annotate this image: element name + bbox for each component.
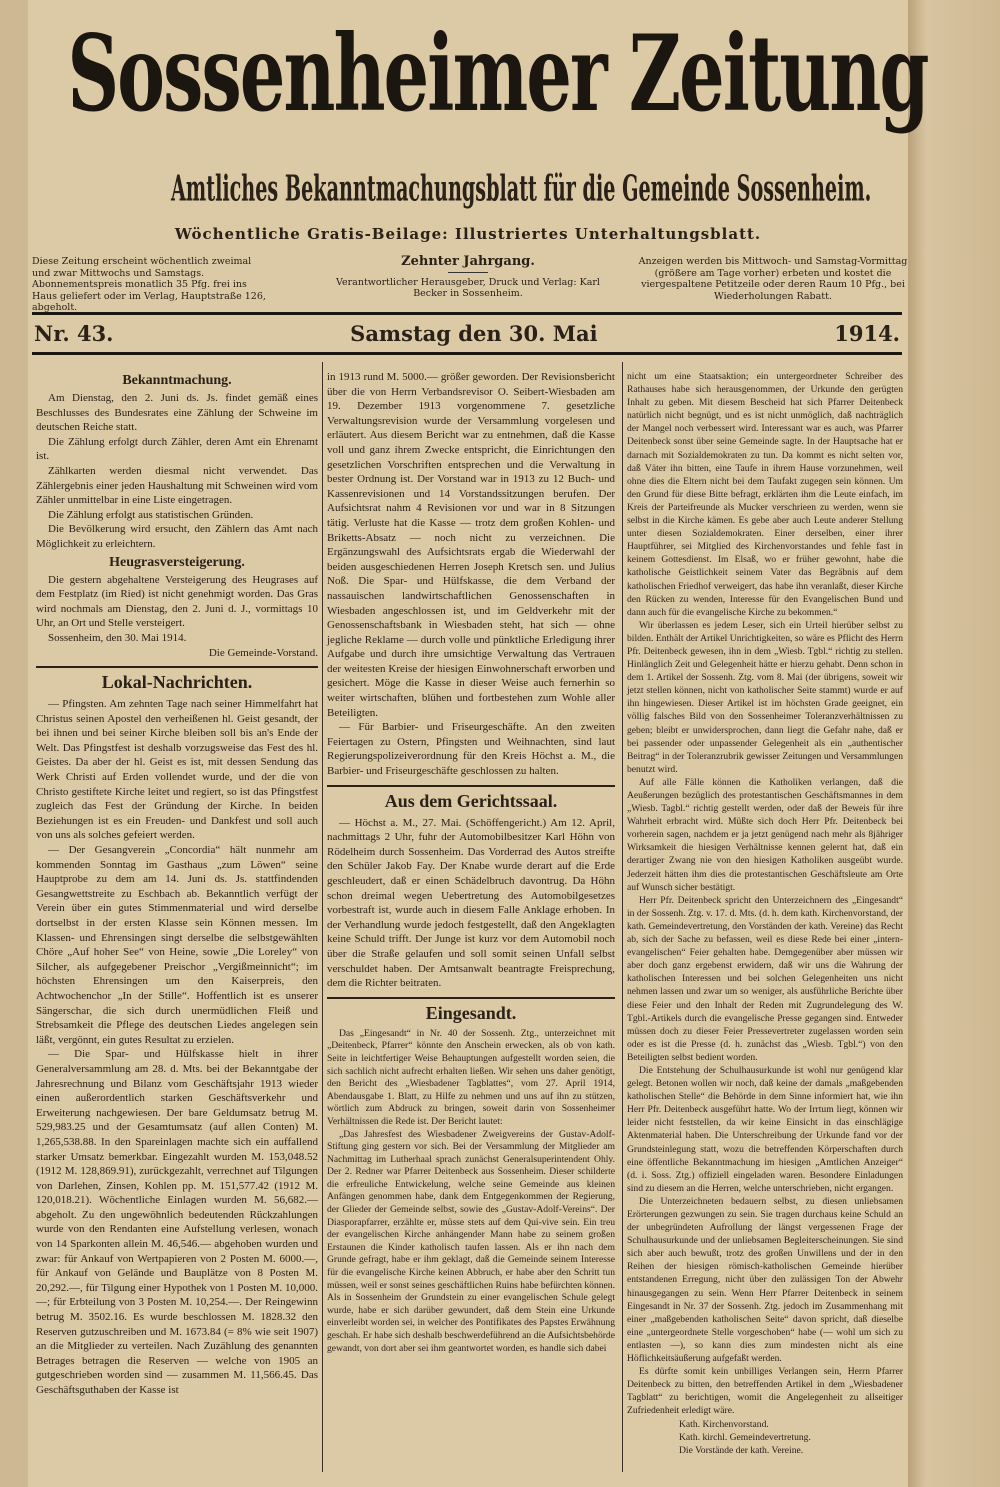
signature: Kath. Kirchenvorstand. xyxy=(679,1418,769,1430)
heading-bekanntmachung: Bekanntmachung. xyxy=(122,373,232,388)
paragraph: Sossenheim, den 30. Mai 1914. xyxy=(48,631,187,644)
column-divider xyxy=(622,362,623,1472)
paragraph: Es dürfte somit kein unbilliges Verlangen sein, Herrn Pfarrer Deitenbeck zu bitten, den betreffenden Artikel in dem „Wiesbadener Tagblatt“ zu berichtigen, womit die Angelegenheit zu allseitiger Zufriedenheit erledigt wäre. xyxy=(627,1366,903,1417)
paragraph: Die Unterzeichneten bedauern selbst, zu diesen unliebsamen Erörterungen gezwungen zu sein. Sie tragen durchaus keine Schuld an der unbegründeten Aufrollung der längst vergessenen Frage der Schulhausurkunde und der unliebsamen Begleiterscheinungen. Sie sind sich aber auch bewußt, trotz des großen Unwillens und der in den Reihen der hiesigen römisch-katholischen Gemeinde hierüber entstandenen Erregung, nicht über den zulässigen Ton der Abwehr hinausgegangen zu sein. Wenn Herr Pfarrer Deitenbeck in seinem Eingesandt in Nr. 37 der Sossenh. Ztg. jedoch im Zusammenhang mit einer „maßgebenden katholischen Seite“ davon spricht, daß dieselbe eine „untergeordnete Stelle vorgeschoben“ habe (— wohl um sich zu entlasten —), so kann dies zum mindesten nicht als eine Höflichkeitsäußerung aufgefaßt werden. xyxy=(627,1195,903,1365)
masthead-subtitle: Amtliches Bekanntmachungsblatt für die Gemeinde Sossenheim. xyxy=(171,169,872,210)
masthead-supplement: Wöchentliche Gratis-Beilage: Illustriertes Unterhaltungsblatt. xyxy=(174,225,762,243)
issue-date: Samstag den 30. Mai xyxy=(350,321,598,346)
paragraph: nicht um eine Staatsaktion; ein untergeordneter Schreiber des Rathauses habe sich herausgenommen, der Urkunde den gerügten Inhalt zu geben. Mit diesem Bescheid hat sich Pfarrer Deitenbeck natürlich nicht begnügt, und es ist nicht unmöglich, daß nachträglich der Mangel noch verbessert wird. Interessant war es auch, was Pfarrer Deitenbeck sonst über seine Gemeinde sagte. In der Hauptsache hat er darnach mit Sozialdemokraten zu tun. Da kommt es nicht selten vor, daß Väter ihn bitten, eine Taufe in ihrem Hause vorzunehmen, weil ohne dies die Eltern nicht bei dem Taufakt zugegen sein können. Um den Grund für diese Bitte befragt, erklärten ihm die Leute einfach, im Kreis der Parteifreunde als Mucker verschrieen zu werden, wenn sie selbst in die Kirche kämen. Es gebe aber auch Leute anderer Stellung unter diesen Sozialdemokraten. Einer derselben, einer ihrer Hauptführer, sei Mitglied des Kirchenvorstandes und fehle fast in keinem Gottesdienst. Im Elsaß, wo er früher gewohnt, habe die katholische Geistlichkeit seinem Vater das Begräbnis auf dem katholischen Friedhof verweigert, das habe ihn veranlaßt, dieser Kirche den Rücken zu wenden, Interesse für den Evangelischen Bund und dann auch für die evangelische Kirche zu bekommen.“ xyxy=(627,371,903,618)
adjacent-page-edge-left xyxy=(0,0,29,1487)
paragraph: Herr Pfr. Deitenbeck spricht den Unterzeichnern des „Eingesandt“ in der Sossenh. Ztg. v. 17. d. Mts. (d. h. dem kath. Kirchenvorstand, der kath. Gemeindevertretung, den Vorständen der kath. Vereine) das Recht ab, sich der Sache zu befassen, weil es diese Rede bei einer „intern-evangelischen“ Feier gehalten habe. Demgegenüber aber müssen wir aber doch ganz ergebenst erwidern, daß wir uns die Wahrung der katholischen Interessen und bei solchen Gelegenheiten uns nicht nehmen lassen und zwar um so weniger, als ausführliche Berichte über diese Feier und den Inhalt der Reden mit Zugrundelegung des W. Tgbl.-Artikels durch die evangelische Presse gegangen sind. Entweder müssen doch zu dieser Feier Pressevertreter zugelassen worden sein oder es ist die Presse (d. h. zunächst das „Wiesb. Tgbl.“) von den Beteiligten selbst bedient worden. xyxy=(627,894,903,1063)
rule-top xyxy=(32,312,902,315)
publisher-info xyxy=(328,256,608,300)
paragraph: — Der Gesangverein „Concordia“ hält nunmehr am kommenden Sonntag im Gasthaus „zum Löwen“ seine Hauptprobe zu dem am 14. Juni ds. Js. stattfindenden Gesangwettstreite zu Eschbach ab. Bekanntlich verfügt der Verein über ein gutes Stimmenmaterial und wird derselbe dortselbst in der ersten Klasse sein Können messen. Im Klassen- und Ehrensingen singt derselbe die selbstgewählten Chöre „Auf hoher See“ von Heine, sowie „Die Loreley“ von Silcher, als aufgegebener Preischor „Vergißmeinnicht“; im höchsten Ehrensingen um den Kaiserpreis, den Achtwochenchor „In der Stille“. Hoffentlich ist es unserer Sängerschar, die sich durch unermüdlichen Fleiß und Strebsamkeit die Pflege des deutschen Liedes angelegen sein läßt, vergönnt, ein gutes Resultat zu erzielen. xyxy=(36,844,318,1046)
masthead-title: Sossenheimer Zeitung xyxy=(67,12,928,136)
column-3 xyxy=(627,370,903,1457)
paragraph: „Das Jahresfest des Wiesbadener Zweigvereins der Gustav-Adolf-Stiftung ging gestern vor sich. Bei der Versammlung der Mitglieder am Nachmittag im Lutherhaal sprach zunächst Generalsuperintendent Ohly. Der 2. Redner war Pfarrer Deitenbeck aus Sossenheim. Dieser schilderte die erfreuliche Entwickelung, welche seine Gemeinde aus kleinen Anfängen genommen habe, dank dem Entgegenkommen der Regierung, der Glieder der Gemeinde selbst, sowie des „Gustav-Adolf-Vereins“. Der Diasporapfarrer, erzählte er, müsse stets auf dem Qui-vive sein. Ein treu der evangelischen Kirche anhängender Mann habe zu seinem großen Erstaunen die Kinder katholisch taufen lassen. Als er ihn nach dem Grunde gefragt, habe er ihm geklagt, daß die Gemeinde seinem Interesse für die evangelische Kirche keinen Abbruch, er habe aber den Schritt tun müssen, weil er sonst seines geschäftlichen Ruins habe befürchten können. Als in Sossenheim der Grundstein zu einer evangelischen Schule gelegt wurde, habe er sich darüber gewundert, daß dem Stein eine Urkunde einverleibt worden sei, in welcher des Pontifikates des Papstes Erwähnung geschah. Er habe sich deshalb beschwerdeführend an die Aufsichtsbehörde gewandt, von dort aber sei ihm geantwortet worden, es handle sich dabei xyxy=(327,1128,615,1354)
paragraph: Am Dienstag, den 2. Juni ds. Js. findet gemäß eines Beschlusses des Bundesrates eine Zählung der Schweine im deutschen Reiche statt. xyxy=(36,392,318,434)
supplement-wrap xyxy=(28,226,908,244)
issue-year: 1914. xyxy=(834,321,900,346)
heading-heugrasversteigerung: Heugrasversteigerung. xyxy=(109,554,245,570)
heading-lokal-nachrichten: Lokal-Nachrichten. xyxy=(36,666,318,693)
volume-year: Zehnter Jahrgang. xyxy=(401,254,535,269)
signature: Die Gemeinde-Vorstand. xyxy=(208,646,318,659)
column-2 xyxy=(327,370,615,1355)
rule-bottom xyxy=(32,352,902,355)
signature: Kath. kirchl. Gemeindevertretung. xyxy=(679,1431,811,1443)
signature: Die Vorstände der kath. Vereine. xyxy=(679,1444,804,1456)
paragraph: — Höchst a. M., 27. Mai. (Schöffengericht.) Am 12. April, nachmittags 2 Uhr, fuhr der Automobilbesitzer Karl Höhn von Rödelheim durch Sossenheim. Das Vorderrad des Autos streifte den Schüler Jakob Fay. Der Knabe wurde derart auf die Erde geschleudert, daß er einen Schädelbruch davontrug. Da Höhn schon dreimal wegen Uebertretung des Automobilgesetzes vorbestraft ist, wurde auch in diesem Falle Anklage erhoben. In der Verhandlung wurde jedoch festgestellt, daß den Angeklagten keine Schuld trifft. Der Junge ist kurz vor dem Automobil noch über die Straße gelaufen und soll somit seinen Unfall selbst verschuldet haben. Der Amtsanwalt beantragte Freisprechung, dem die Richter beitraten. xyxy=(327,816,615,990)
newspaper-page xyxy=(28,0,928,1487)
subtitle-wrap xyxy=(28,169,908,210)
paragraph: — Pfingsten. Am zehnten Tage nach seiner Himmelfahrt hat Christus seinen Apostel den verheißenen hl. Geist gesandt, der bei ihnen und bei seiner Kirche bleiben soll bis an's Ende der Welt. Das Pfingstfest ist deshalb vorzugsweise das Fest des hl. Geistes. Da aber der hl. Geist es ist, mit dessen Sendung das Werk Christi auf Erden vollendet wurde, und der die von Christo gestiftete Kirche leitet und regiert, so ist das Pfingstfest zugleich das Fest der Gründung der Kirche. In beiden Beziehungen ist es ein Freuden- und Dankfest und soll auch von uns als solches gefeiert werden. xyxy=(36,698,318,842)
column-1 xyxy=(36,370,318,1398)
divider xyxy=(448,272,488,273)
paragraph: Die Zählung erfolgt durch Zähler, deren Amt ein Ehrenamt ist. xyxy=(36,435,318,463)
paragraph: Auf alle Fälle können die Katholiken verlangen, daß die Aeußerungen bezüglich des protestantischen Geschäftsmannes in dem „Wiesb. Tagbl.“ richtig gestellt werden, oder daß der Beweis für ihre Wahrheit erbracht wird. Müßte sich doch Herr Pfr. Deitenbeck bei vorherein sagen, nachdem er ja jetzt genügend nach mehr als 8jähriger Wirksamkeit die hiesigen Verhältnisse kennen gelernt hat, daß ein derartiger Zwang nie von den hiesigen Katholiken ausgeübt wurde. Jederzeit hätten ihm dies die protestantischen Geschäftsleute am Orte auf Wunsch sicher bestätigt. xyxy=(627,776,903,893)
paragraph: — Die Spar- und Hülfskasse hielt in ihrer Generalversammlung am 28. d. Mts. bei der Bekanntgabe der Jahresrechnung und Bilanz vom Geschäftsjahr 1913 wieder einen außerordentlich starken Geschäftsverkehr und Erweiterung nachgewiesen. Der bare Geldumsatz betrug M. 529,983.25 und der Gesamtumsatz (auf allen Conten) M. 1,265,538.88. In den Spareinlagen machte sich ein auffallend starker Umsatz bemerkbar. Eingezahlt wurden M. 153,048.52 (1912 M. 128,869.91), zurückgezahlt, verrechnet auf Tilgungen von Darlehen, Zinsen, Kohlen pp. M. 151,577.42 (1912 M. 120,018.21). Wöchentliche Einlagen wurden M. 56,682.— abgeholt. Zu den ungewöhnlich bedeutenden Rückzahlungen wurde von den Rendanten eine Aufstellung verlesen, wonach von 14 Sparkonten allein M. 46,546.— abgehoben wurden und zwar: für Ankauf von Wertpapieren von 2 Posten M. 6000.—, für Ankauf von Gelände und Bauplätze von 8 Posten M. 20,292.—, für Tilgung einer Hypothek von 1 Posten M. 10,000.—; für Erbteilung von 3 Posten M. 10,254.—. Der Reingewinn betrug M. 3502.16. Es wurde beschlossen M. 1828.32 den Reserven gutzuschreiben und M. 1673.84 (= 8% wie seit 1907) an die Mitglieder zu verteilen. Nach Zuzählung des genannten Betrages betragen die Reserven — welche von 1905 an gutgeschrieben worden sind — zusammen M. 11,566.45. Das Geschäftsguthaben der Kasse ist xyxy=(36,1048,318,1396)
masthead-wrap xyxy=(28,12,928,136)
paragraph: Die Bevölkerung wird ersucht, den Zählern das Amt nach Möglichkeit zu erleichtern. xyxy=(36,523,318,550)
paragraph: Das „Eingesandt“ in Nr. 40 der Sossenh. Ztg., unterzeichnet mit „Deitenbeck, Pfarrer“ könnte den Anschein erwecken, als ob von kath. Seite in leichtfertiger Weise Behauptungen aufgestellt worden seien, die sich sachlich nicht aufrecht erhalten ließen. Wir sehen uns daher genötigt, den Bericht des „Wiesbadener Tagblattes“, vom 27. April 1914, Abendausgabe 1. Blatt, zu Hilfe zu nehmen und uns auf ihn zu stützen, wörtlich zum Abdruck zu bringen, soweit darin von Sossenheimer Verhältnissen die Rede ist. Der Bericht lautet: xyxy=(327,1027,615,1127)
heading-gerichtssaal: Aus dem Gerichtssaal. xyxy=(327,785,615,812)
advertising-info: Anzeigen werden bis Mittwoch- und Samstag-Vormittag (größere am Tage vorher) erbeten und kostet die viergespaltene Petitzeile oder deren Raum 10 Pfg., bei Wiederholungen Rabatt. xyxy=(638,256,908,302)
column-divider xyxy=(322,362,323,1472)
paragraph: Zählkarten werden diesmal nicht verwendet. Das Zählergebnis einer jeden Haushaltung mit Schweinen wird vom Zähler unmittelbar in eine Liste eingetragen. xyxy=(36,464,318,507)
paragraph: Die Entstehung der Schulhausurkunde ist wohl nur genügend klar gelegt. Betonen wollen wir noch, daß keine der damals „maßgebenden katholischen Stelle“ die Behörde in dem Sinne informiert hat, wie ihn Herr Pfr. Deitenbeck ausgeführt hatte. Wo der Irrtum liegt, können wir leider nicht feststellen, da wir keine Einsicht in das einschlägige Aktenmaterial haben. Die Unterschreibung der Urkunde fand vor der Grundsteinlegung statt, wozu die betreffenden Körperschaften durch eine öffentliche Bekanntmachung im hiesigen „Amtlichen Anzeiger“ (d. i. Soss. Ztg.) offiziell eingeladen waren. Besondere Einladungen sind zu diesem an die Herren, welche unterschrieben, nicht ergangen. xyxy=(627,1064,903,1194)
issue-number: Nr. 43. xyxy=(34,321,114,346)
paragraph: in 1913 rund M. 5000.— größer geworden. Der Revisionsbericht über die von Herrn Verbandsrevisor O. Seibert-Wiesbaden am 19. Dezember 1913 vorgenommene 7. gesetzliche Verwaltungsrevision wurde der Versammlung vorgelesen und erläutert. Aus diesem Bericht war zu entnehmen, daß die Kasse voll und ganz ihrem Zwecke entspricht, die Einrichtungen den gesetzlichen Vorschriften entsprechen und die Verwaltung in bester Ordnung ist. Der Vorstand war in 1913 zu 12 Buch- und Kassenrevisionen und 14 Vorstandssitzungen berufen. Der Aufsichtsrat nahm 4 Revisionen vor und war in 8 Sitzungen tätig. Verluste hat die Kasse — trotz dem großen Kohlen- und Briketts-Absatz — noch nicht zu verzeichnen. Die Ergänzungswahl des Aufsichtsrats ergab die Wiederwahl der beiden ausgeschiedenen Herren Joseph Kretsch sen. und Julius Noß. Die Spar- und Hülfskasse, die dem Verband der nassauischen landwirtschaftlichen Genossenschaften in Wiesbaden angeschlossen ist, und im Geldverkehr mit der Genossenschaftsbank in Wiesbaden steht, hat sich — ohne jegliche Reklame — durch volle und pünktliche Erledigung ihrer Aufgabe und durch ihre umsichtige Verwaltung das Vertrauen der weitesten Kreise der hiesigen Einwohnerschaft erworben und gesichert. Möge die Kasse in dieser Weise auch fernerhin so weiter wirtschaften, blühen und fortbestehen zum Wohle aller Beteiligten. xyxy=(327,371,615,719)
paragraph: — Für Barbier- und Friseurgeschäfte. An den zweiten Feiertagen zu Ostern, Pfingsten und Weihnachten, sind laut Regierungspolizeiverordnung für den Kreis Höchst a. M., die Barbier- und Friseurgeschäfte geschlossen zu halten. xyxy=(327,721,615,778)
paragraph: Die Zählung erfolgt aus statistischen Gründen. xyxy=(48,508,254,521)
subscription-info: Diese Zeitung erscheint wöchentlich zweimal und zwar Mittwochs und Samstags. Abonnementspreis monatlich 35 Pfg. frei ins Haus geliefert oder im Verlag, Hauptstraße 126, abgeholt. xyxy=(32,256,266,313)
paragraph: Wir überlassen es jedem Leser, sich ein Urteil hierüber selbst zu bilden. Enthält der Artikel Unrichtigkeiten, so wäre es Pflicht des Herrn Pfr. Deitenbeck gewesen, ihn in dem „Wiesb. Tgbl.“ richtig zu stellen. Hinlänglich Zeit und Gelegenheit hätte er hierzu gehabt. Denn schon in dem 1. Artikel der Sossenh. Ztg. vom 8. Mai (der übrigens, soweit wir jetzt stellen können, nicht von katholischer Seite stammt) wurde er auf ihn hingewiesen. Dieser Artikel ist im höchsten Grade geeignet, ein völlig falsches Bild von den Sossenheimer Toleranzverhältnissen zu geben; bleibt er unwidersprochen, dann liegt die Gefahr nahe, daß er bei passender oder unpassender Gelegenheit als ein „authentischer Beitrag“ in der Toleranzrubrik gewisser Zeitungen und Versammlungen benutzt wird. xyxy=(627,619,903,775)
heading-eingesandt: Eingesandt. xyxy=(327,997,615,1024)
publisher: Verantwortlicher Herausgeber, Druck und Verlag: Karl Becker in Sossenheim. xyxy=(336,276,600,299)
adjacent-page-edge-right xyxy=(908,0,1000,1487)
dateline xyxy=(34,322,900,346)
paragraph: Die gestern abgehaltene Versteigerung des Heugrases auf dem Festplatz (im Ried) ist nicht genehmigt worden. Das Gras wird nochmals am Dienstag, den 2. Juni d. J., vormittags 10 Uhr, an Ort und Stelle versteigert. xyxy=(36,573,318,630)
